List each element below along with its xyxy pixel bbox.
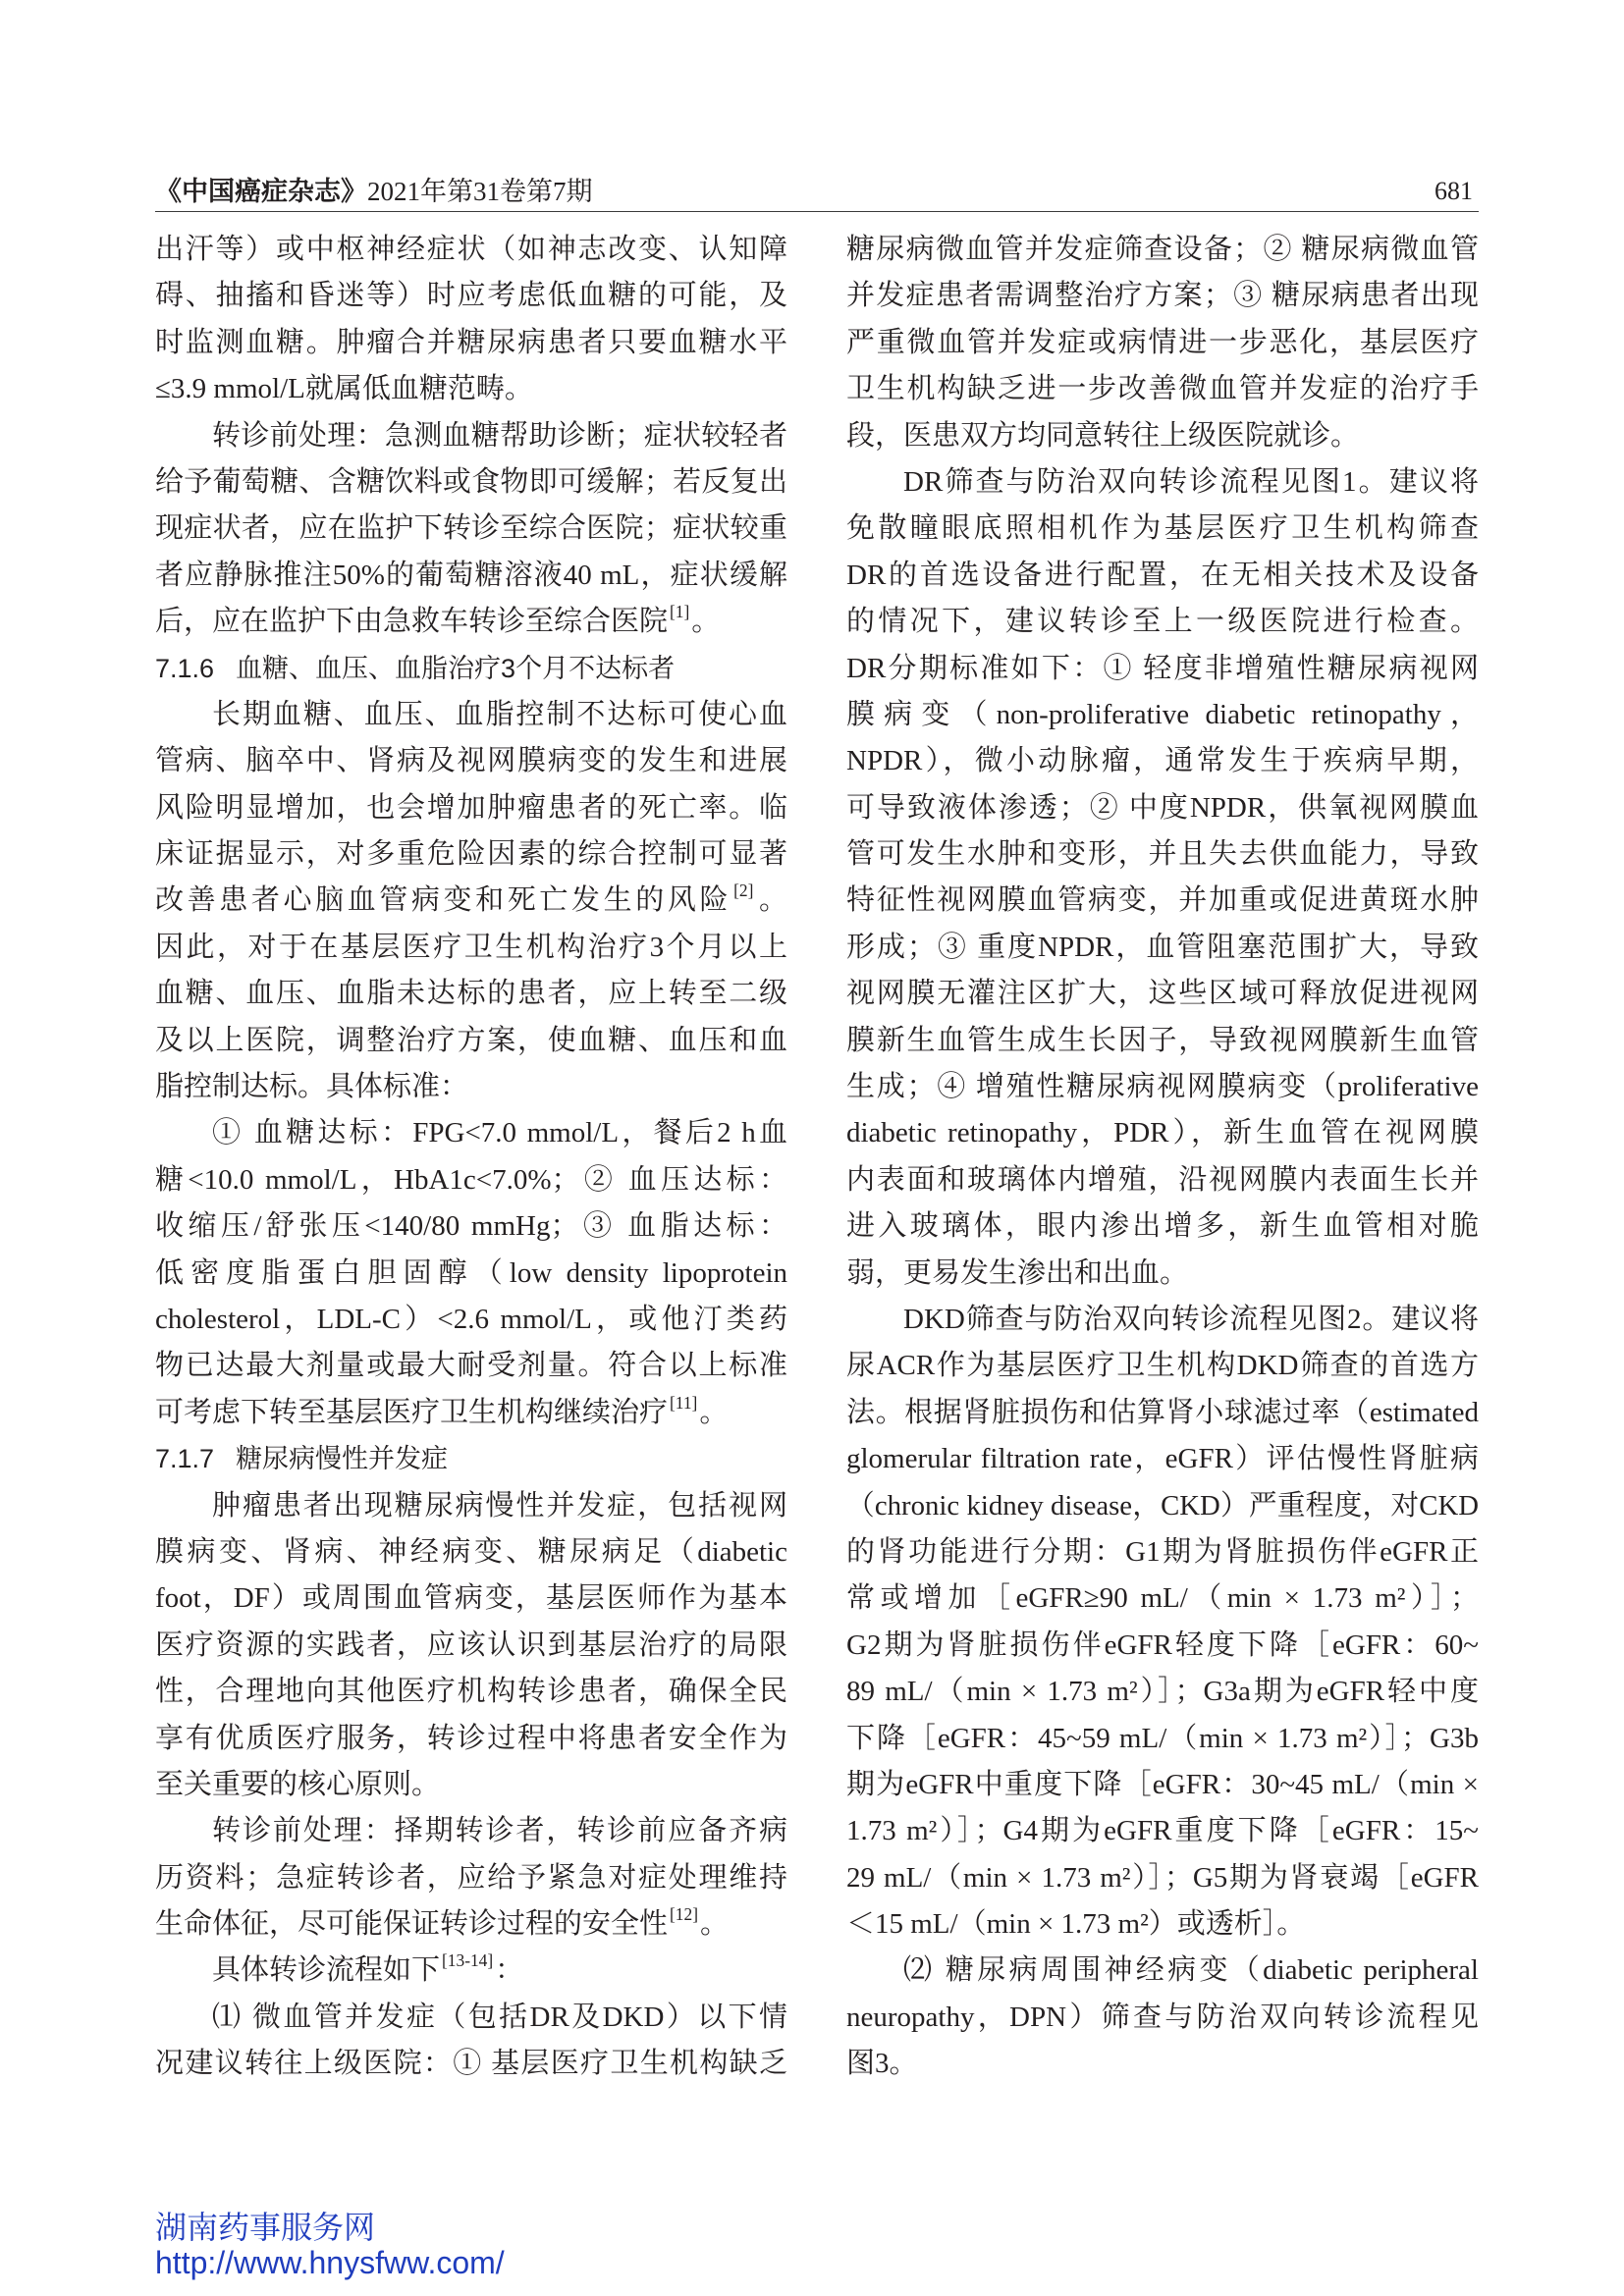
header-citation	[155, 173, 593, 210]
text-line: ≤3.9 mmol/L就属低血糖范畴。	[155, 373, 533, 405]
citation-ref: [13-14]	[442, 1950, 494, 1971]
text-line: 碍、抽搐和昏迷等）时应考虑低血糖的可能，及	[155, 280, 787, 312]
text-line: 常或增加［eGFR≥90 mL/（min × 1.73 m²）］；	[846, 1582, 1479, 1615]
paragraph	[846, 1948, 1479, 2087]
text-line: 的情况下，建议转诊至上一级医院进行检查。	[846, 606, 1479, 638]
text-line: 风险明显增加，也会增加肿瘤患者的死亡率。临	[155, 791, 787, 824]
footer-watermark	[155, 2210, 505, 2280]
header-rule	[155, 211, 1479, 212]
text-line: 并发症患者需调整治疗方案；③ 糖尿病患者出现	[846, 280, 1479, 312]
text-line: 生成；④ 增殖性糖尿病视网膜病变（proliferative	[846, 1071, 1479, 1103]
text-line: ＜15 mL/（min × 1.73 m²）或透析］。	[846, 1908, 1306, 1941]
paragraph	[155, 1483, 787, 1809]
text-line: 1.73 m²）］；G4期为eGFR重度下降［eGFR：15~	[846, 1815, 1479, 1847]
text-line: （chronic kidney disease，CKD）严重程度，对CKD	[846, 1489, 1479, 1522]
text-segment: 可考虑下转至基层医疗卫生机构继续治疗	[155, 1396, 669, 1428]
text-line: 血糖、血压、血脂未达标的患者，应上转至二级	[155, 978, 787, 1010]
text-line: 糖尿病微血管并发症筛查设备；② 糖尿病微血管	[846, 234, 1479, 265]
text-line: 膜新生血管生成生长因子，导致视网膜新生血管	[846, 1024, 1479, 1056]
text-segment: 具体转诊流程如下	[212, 1954, 441, 1987]
text-line	[155, 878, 787, 924]
text-line: foot，DF）或周围血管病变，基层医师作为基本	[155, 1582, 787, 1615]
text-line: 89 mL/（min × 1.73 m²）］；G3a期为eGFR轻中度	[846, 1676, 1479, 1708]
text-line: 内表面和玻璃体内增殖，沿视网膜内表面生长并	[846, 1163, 1479, 1196]
paragraph	[155, 413, 787, 646]
text-line: 因此，对于在基层医疗卫生机构治疗3个月以上	[155, 931, 787, 963]
paragraph	[155, 692, 787, 1111]
text-line: ⑵ 糖尿病周围神经病变（diabetic peripheral	[903, 1954, 1479, 1987]
footer-url-link[interactable]: http://www.hnysfww.com/	[155, 2245, 505, 2280]
paragraph	[155, 1808, 787, 1948]
text-segment: 生命体征，尽可能保证转诊过程的安全性	[155, 1908, 669, 1941]
text-line: 形成；③ 重度NPDR，血管阻塞范围扩大，导致	[846, 931, 1479, 963]
text-line	[155, 599, 787, 645]
paragraph	[846, 1297, 1479, 1948]
text-line: 下降［eGFR：45~59 mL/（min × 1.73 m²）］；G3b	[846, 1722, 1479, 1754]
journal-name: 《中国癌症杂志》	[155, 177, 367, 206]
text-line: 医疗资源的实践者，应该认识到基层治疗的局限	[155, 1629, 787, 1661]
text-line: 可导致液体渗透；② 中度NPDR，供氧视网膜血	[846, 791, 1479, 824]
paragraph	[155, 227, 787, 413]
section-heading	[155, 1436, 787, 1482]
text-line: 历资料；急症转诊者，应给予紧急对症处理维持	[155, 1861, 787, 1894]
footer-site-name: 湖南药事服务网	[155, 2210, 376, 2245]
text-line: 低密度脂蛋白胆固醇（low density lipoprotein	[155, 1256, 787, 1289]
text-line: 29 mL/（min × 1.73 m²）］；G5期为肾衰竭［eGFR	[846, 1861, 1479, 1894]
citation-ref: [1]	[670, 602, 690, 622]
paragraph	[846, 459, 1479, 1297]
text-line: 糖<10.0 mmol/L，HbA1c<7.0%；② 血压达标：	[155, 1163, 787, 1196]
text-line: G2期为肾脏损伤伴eGFR轻度下降［eGFR：60~	[846, 1629, 1479, 1661]
text-line: 膜病变、肾病、神经病变、糖尿病足（diabetic	[155, 1535, 787, 1568]
text-line: diabetic retinopathy，PDR），新生血管在视网膜	[846, 1117, 1479, 1149]
text-line: 出汗等）或中枢神经症状（如神志改变、认知障	[155, 234, 787, 265]
text-line: cholesterol，LDL-C）<2.6 mmol/L，或他汀类药	[155, 1303, 787, 1335]
text-line: NPDR），微小动脉瘤，通常发生于疾病早期，	[846, 745, 1479, 777]
text-line: 性，合理地向其他医疗机构转诊患者，确保全民	[155, 1676, 787, 1708]
text-segment: ：	[495, 1954, 524, 1987]
citation-ref: [11]	[670, 1392, 698, 1413]
text-line: glomerular filtration rate，eGFR）评估慢性肾脏病	[846, 1443, 1479, 1475]
text-line: 视网膜无灌注区扩大，这些区域可释放促进视网	[846, 978, 1479, 1010]
text-line: 况建议转往上级医院：① 基层医疗卫生机构缺乏	[155, 2048, 787, 2080]
text-line: 卫生机构缺乏进一步改善微血管并发症的治疗手	[846, 373, 1479, 405]
running-header	[155, 173, 1473, 210]
paragraph	[155, 1110, 787, 1436]
text-line: 现症状者，应在监护下转诊至综合医院；症状较重	[155, 512, 787, 545]
text-line: 转诊前处理：择期转诊者，转诊前应备齐病	[212, 1815, 787, 1847]
text-line: 管病、脑卒中、肾病及视网膜病变的发生和进展	[155, 745, 787, 777]
text-line: 时监测血糖。肿瘤合并糖尿病患者只要血糖水平	[155, 326, 787, 358]
text-line: 期为eGFR中重度下降［eGFR：30~45 mL/（min ×	[846, 1768, 1479, 1800]
citation-ref: [12]	[670, 1904, 698, 1925]
text-segment: 后，应在监护下由急救车转诊至综合医院	[155, 606, 669, 638]
text-line: 脂控制达标。具体标准：	[155, 1071, 469, 1103]
text-line: neuropathy，DPN）筛查与防治双向转诊流程见	[846, 2001, 1479, 2033]
text-line: 进入玻璃体，眼内渗出增多，新生血管相对脆	[846, 1210, 1479, 1243]
section-title: 糖尿病慢性并发症	[236, 1444, 449, 1474]
text-line: 转诊前处理：急测血糖帮助诊断；症状较轻者	[212, 419, 787, 452]
section-title: 血糖、血压、血脂治疗3个月不达标者	[236, 653, 676, 683]
text-segment: 改善患者心脑血管病变和死亡发生的风险	[155, 884, 732, 917]
section-heading	[155, 646, 787, 692]
page-number: 681	[1435, 177, 1473, 205]
text-line: 床证据显示，对多重危险因素的综合控制可显著	[155, 838, 787, 871]
text-line: 严重微血管并发症或病情进一步恶化，基层医疗	[846, 326, 1479, 358]
text-line: 段，医患双方均同意转往上级医院就诊。	[846, 419, 1360, 452]
text-line: DR分期标准如下：① 轻度非增殖性糖尿病视网	[846, 652, 1479, 684]
text-line: 的肾功能进行分期：G1期为肾脏损伤伴eGFR正	[846, 1535, 1479, 1568]
paragraph	[846, 227, 1479, 459]
journal-issue: 2021年第31卷第7期	[367, 177, 593, 206]
text-line: 特征性视网膜血管病变，并加重或促进黄斑水肿	[846, 884, 1479, 917]
text-line: 及以上医院，调整治疗方案，使血糖、血压和血	[155, 1024, 787, 1056]
text-segment: 。	[700, 1908, 730, 1941]
citation-ref: [2]	[733, 881, 754, 901]
text-line: 物已达最大剂量或最大耐受剂量。符合以上标准	[155, 1350, 787, 1382]
text-line: 长期血糖、血压、血脂控制不达标可使心血	[212, 698, 787, 730]
text-line	[155, 1948, 787, 1994]
text-line: 给予葡萄糖、含糖饮料或食物即可缓解；若反复出	[155, 465, 787, 498]
text-line	[155, 1390, 787, 1436]
text-line: 弱，更易发生渗出和出血。	[846, 1256, 1189, 1289]
left-column	[155, 227, 787, 2088]
text-line: 收缩压/舒张压<140/80 mmHg；③ 血脂达标：	[155, 1210, 787, 1243]
text-line: 免散瞳眼底照相机作为基层医疗卫生机构筛查	[846, 512, 1479, 545]
text-line: 膜病变（non-proliferative diabetic retinopathy，	[846, 698, 1479, 730]
text-line: 法。根据肾脏损伤和估算肾小球滤过率（estimated	[846, 1396, 1479, 1428]
text-line: ① 血糖达标：FPG<7.0 mmol/L，餐后2 h血	[212, 1117, 787, 1149]
text-line: 图3。	[846, 2048, 918, 2080]
text-line: 管可发生水肿和变形，并且失去供血能力，导致	[846, 838, 1479, 871]
text-line: 尿ACR作为基层医疗卫生机构DKD筛查的首选方	[846, 1350, 1479, 1382]
text-line: 至关重要的核心原则。	[155, 1768, 441, 1800]
text-line: DKD筛查与防治双向转诊流程见图2。建议将	[903, 1303, 1479, 1335]
text-line: DR的首选设备进行配置，在无相关技术及设备	[846, 559, 1479, 591]
section-number: 7.1.7	[155, 1444, 215, 1474]
text-segment: 。	[699, 1396, 729, 1428]
text-segment: 。	[755, 884, 787, 917]
text-line: 者应静脉推注50%的葡萄糖溶液40 mL，症状缓解	[155, 559, 787, 591]
right-column	[846, 227, 1479, 2088]
text-line: 肿瘤患者出现糖尿病慢性并发症，包括视网	[212, 1489, 787, 1522]
text-line: 享有优质医疗服务，转诊过程中将患者安全作为	[155, 1722, 787, 1754]
text-line: DR筛查与防治双向转诊流程见图1。建议将	[903, 465, 1479, 498]
text-line	[155, 1901, 787, 1948]
section-number: 7.1.6	[155, 653, 215, 683]
paragraph	[155, 1948, 787, 1994]
paragraph	[155, 1995, 787, 2088]
text-segment: 。	[691, 606, 721, 638]
text-line: ⑴ 微血管并发症（包括DR及DKD）以下情	[212, 2001, 787, 2033]
